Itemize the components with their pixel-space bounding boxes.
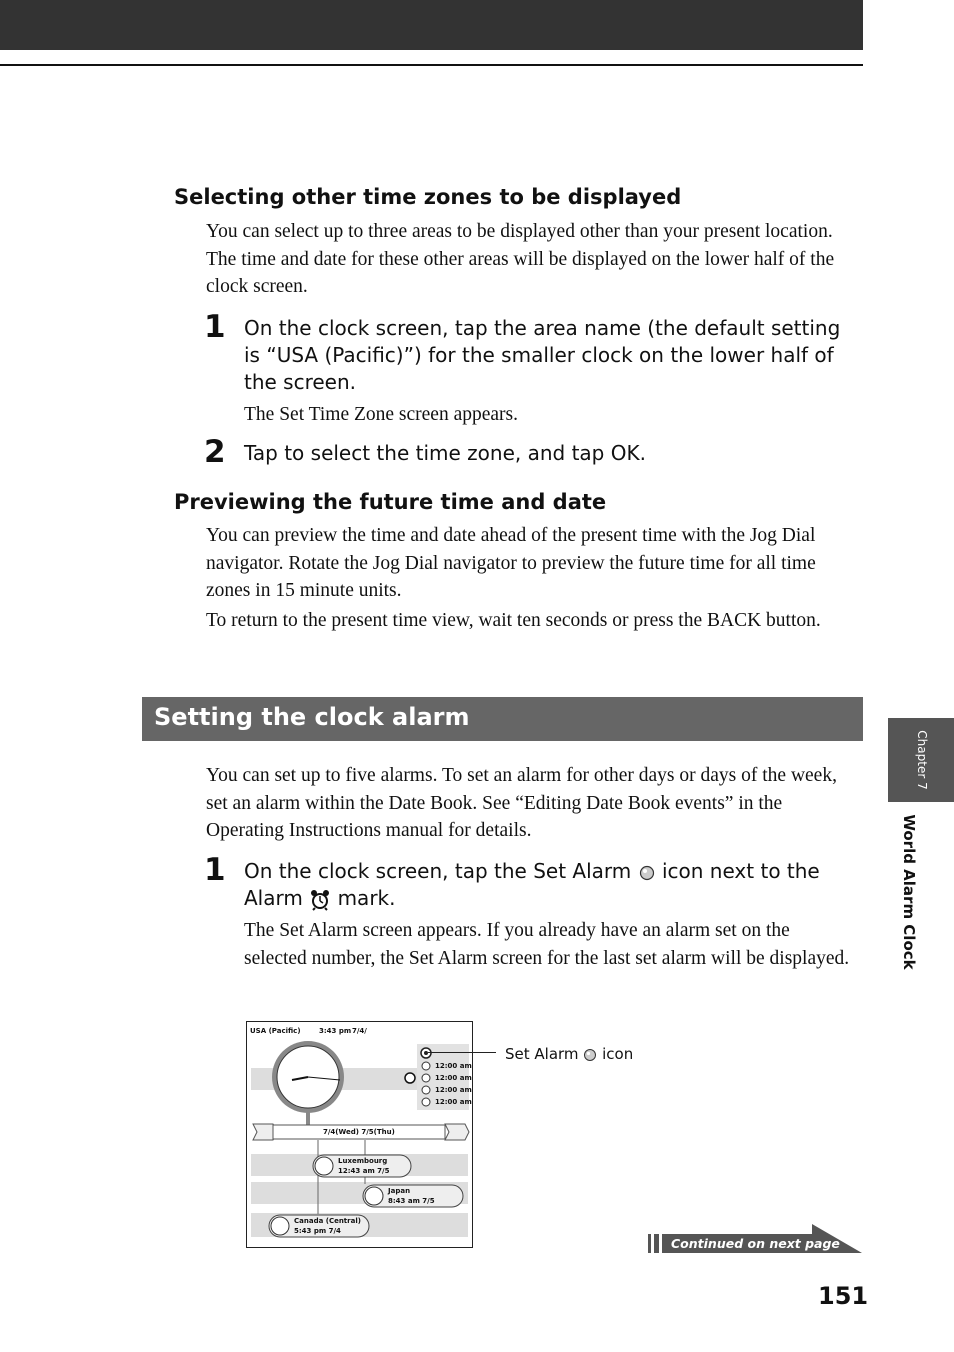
step-number: 2 — [204, 434, 226, 470]
paragraph-time-zones-intro: You can select up to three areas to be displayed other than your present location. The time and date for these other areas will be displayed on the lower half of the clock screen. — [206, 221, 835, 297]
paragraph-return: To return to the present time view, wait ten seconds or press the BACK button. — [206, 610, 821, 631]
chapter-tab — [888, 718, 954, 802]
subheading-preview: Previewing the future time and date — [174, 490, 607, 514]
callout-set-alarm — [505, 1045, 633, 1063]
alarm-time: 12:00 am — [435, 1086, 472, 1094]
subheading-time-zones: Selecting other time zones to be displayed — [174, 185, 682, 209]
page-number: 151 — [818, 1282, 869, 1310]
step-text: On the clock screen, tap the area name (the default setting is “USA (Pacific)”) for the smaller clock on the lower half of the screen. — [244, 316, 841, 394]
section-title: Setting the clock alarm — [154, 703, 470, 731]
alarm-time: 12:00 am — [435, 1074, 472, 1082]
alarm-time: 12:00 am — [435, 1062, 472, 1070]
zone-name: Canada (Central) — [294, 1217, 361, 1225]
continued-banner — [648, 1224, 862, 1254]
step-note-alarm: The Set Alarm screen appears. If you already have an alarm set on the selected number, the Set Alarm screen for the last set alarm will be displayed. — [244, 920, 850, 969]
section-title-bar — [142, 697, 863, 741]
screen-date: 7/4/ — [352, 1027, 367, 1035]
callout-leader-line — [428, 1052, 496, 1053]
set-alarm-icon — [583, 1048, 597, 1062]
date-band-text: 7/4(Wed) 7/5(Thu) — [323, 1128, 395, 1136]
zone-name: Japan — [388, 1187, 411, 1195]
paragraph-alarm-intro: You can set up to five alarms. To set an alarm for other days or days of the week, set an alarm within the Date Book. See “Editing Date Book events” in the Operating Instructions manual for details. — [206, 765, 837, 841]
header-rule — [0, 64, 863, 66]
paragraph-preview: You can preview the time and date ahead of the present time with the Jog Dial navigator. Rotate the Jog Dial navigator to preview the future time for all time zones in 15 minute units. — [206, 525, 816, 601]
callout-text: Set Alarm — [505, 1045, 579, 1063]
clock-screenshot — [246, 1021, 473, 1248]
continued-text: Continued on next page — [671, 1236, 840, 1251]
zone-time: 8:43 am 7/5 — [388, 1197, 435, 1205]
screen-time: 3:43 pm — [319, 1027, 352, 1035]
zone-name: Luxembourg — [338, 1157, 388, 1165]
screen-location: USA (Pacific) — [250, 1027, 301, 1035]
step-text-part: On the clock screen, tap the Set Alarm — [244, 859, 632, 883]
step-text-alarm — [244, 858, 824, 912]
step-number: 1 — [204, 309, 226, 345]
header-bar — [0, 0, 863, 50]
step-text: Tap to select the time zone, and tap OK. — [244, 441, 646, 465]
zone-time: 5:43 pm 7/4 — [294, 1227, 341, 1235]
callout-text: icon — [602, 1045, 634, 1063]
step-text-part: icon next to the Alarm — [244, 859, 820, 910]
step-note: The Set Time Zone screen appears. — [244, 404, 519, 425]
set-alarm-icon — [638, 864, 656, 882]
zone-time: 12:43 am 7/5 — [338, 1167, 390, 1175]
chapter-title: World Alarm Clock — [900, 814, 918, 970]
alarm-clock-icon — [309, 889, 331, 911]
chapter-label: Chapter 7 — [915, 730, 929, 790]
step-number: 1 — [204, 852, 226, 888]
step-text-part: mark. — [337, 886, 396, 910]
alarm-time: 12:00 am — [435, 1098, 472, 1106]
